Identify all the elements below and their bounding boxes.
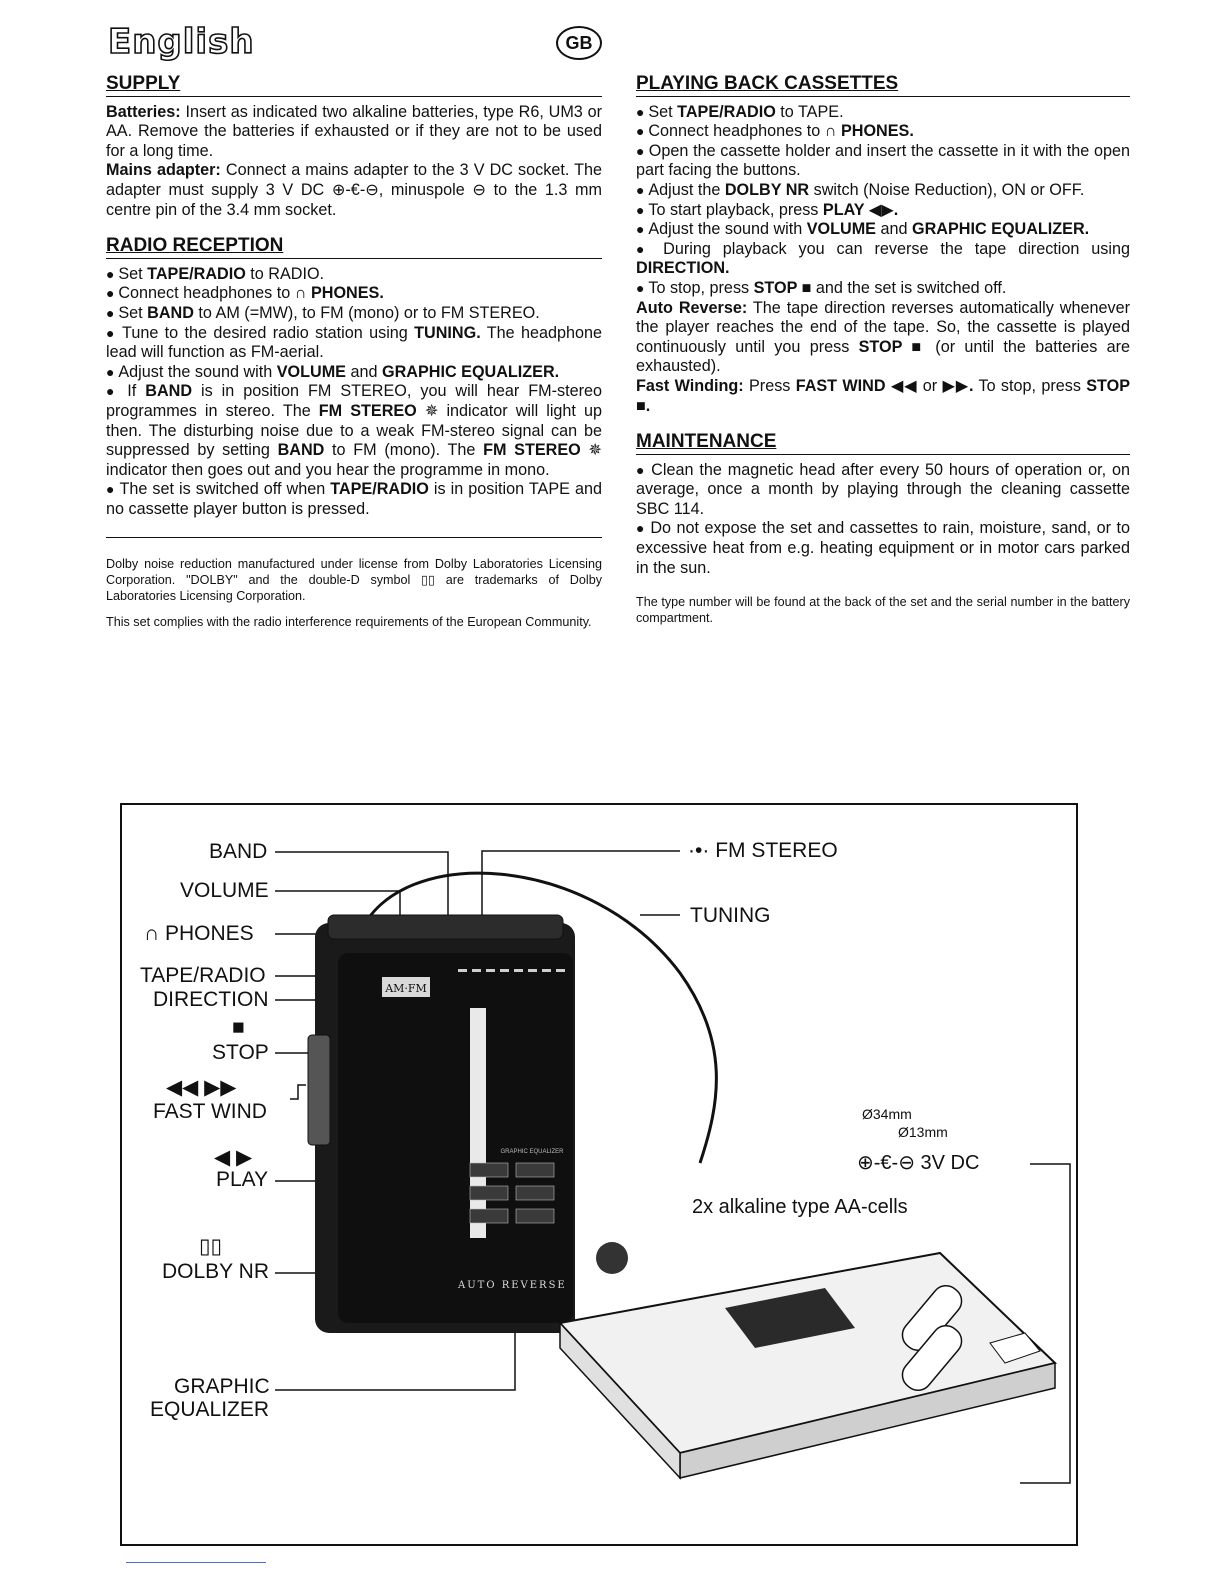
label-graphic: GRAPHIC [174, 1375, 270, 1398]
playback-step-5: ● To start playback, press PLAY ◀▶. [636, 201, 1130, 221]
stereo-indicator-icon: ·•· [688, 839, 716, 862]
type-number-note: The type number will be found at the back of the set and the serial number in the battery compartment. [636, 595, 1130, 626]
label-fast-wind: FAST WIND [153, 1100, 267, 1123]
page-title: English [108, 22, 255, 62]
radio-step-3: ● Set BAND to AM (=MW), to FM (mono) or to FM STEREO. [106, 304, 602, 324]
playback-step-6: ● Adjust the sound with VOLUME and GRAPHIC EQUALIZER. [636, 220, 1130, 240]
label-tape-radio: TAPE/RADIO [140, 964, 266, 987]
radio-step-7: ● The set is switched off when TAPE/RADIO is in position TAPE and no cassette player button is pressed. [106, 480, 602, 519]
maintenance-step-2: ● Do not expose the set and cassettes to rain, moisture, sand, or to excessive heat from e.g. heating equipment or in motor cars parked in the sun. [636, 519, 1130, 578]
label-aa-cells: 2x alkaline type AA-cells [692, 1196, 908, 1218]
playback-step-4: ● Adjust the DOLBY NR switch (Noise Reduction), ON or OFF. [636, 181, 1130, 201]
label-pin-diameter: Ø13mm [898, 1124, 948, 1140]
label-dolby-nr: DOLBY NR [162, 1260, 269, 1283]
radio-heading: RADIO RECEPTION [106, 236, 602, 259]
radio-step-4: ● Tune to the desired radio station using TUNING. The headphone lead will function as FM-aerial. [106, 324, 602, 363]
supply-mains-adapter: Mains adapter: Connect a mains adapter to the 3 V DC socket. The adapter must supply 3 V DC ⊕-€-⊖, minuspole ⊖ to the 1.3 mm centre pin of the 3.4 mm socket. [106, 161, 602, 219]
footer-link-line [126, 1562, 266, 1563]
label-phones: ∩ PHONES [144, 922, 254, 945]
headphones-icon: ∩ [144, 922, 165, 945]
supply-batteries: Batteries: Insert as indicated two alkaline batteries, type R6, UM3 or AA. Remove the batteries if exhausted or if they are not to be used for a long time. [106, 102, 602, 160]
play-icon: ◀ ▶ [214, 1146, 253, 1169]
auto-reverse-text: Auto Reverse: The tape direction reverses automatically whenever the player reaches the end of the tape. So, the cassette is played continuously until you press STOP ■ (or until the batteries are exhausted). [636, 298, 1131, 376]
radio-step-6: ● If BAND is in position FM STEREO, you will hear FM-stereo programmes in stereo. The FM STEREO ✵ indicator will light up then. The disturbing noise due to a weak FM-stereo signal can be suppressed by setting BAND to FM (mono). The FM STEREO ✵ indicator then goes out and you hear the programme in mono. [106, 382, 602, 480]
device-brand-label: AM·FM [385, 982, 427, 995]
language-badge: GB [556, 26, 602, 60]
label-play: PLAY [216, 1168, 269, 1191]
label-stop: STOP [212, 1041, 269, 1064]
label-direction: DIRECTION [153, 988, 269, 1011]
playback-step-8: ● To stop, press STOP ■ and the set is switched off. [636, 279, 1130, 299]
label-equalizer: EQUALIZER [150, 1398, 270, 1421]
dolby-icon: ▯▯ [199, 1235, 223, 1258]
divider [106, 537, 602, 538]
device-eq-label: GRAPHIC EQUALIZER [500, 1149, 564, 1155]
left-column [106, 74, 602, 630]
label-tuning: TUNING [690, 904, 771, 927]
playback-step-7: ● During playback you can reverse the tape direction using DIRECTION. [636, 240, 1130, 279]
playback-heading: PLAYING BACK CASSETTES [636, 74, 1130, 97]
maintenance-step-1: ● Clean the magnetic head after every 50 hours of operation or, on average, once a month by playing through the cleaning cassette SBC 114. [636, 461, 1130, 520]
radio-step-5: ● Adjust the sound with VOLUME and GRAPHIC EQUALIZER. [106, 363, 602, 383]
label-polarity-3v-dc: ⊕-€-⊖ 3V DC [857, 1152, 980, 1174]
maintenance-heading: MAINTENANCE [636, 432, 1130, 455]
supply-heading: SUPPLY [106, 74, 602, 97]
device-auto-reverse-label: AUTO REVERSE [458, 1280, 567, 1291]
playback-step-3: ● Open the cassette holder and insert the cassette in it with the open part facing the buttons. [636, 142, 1130, 181]
right-column [636, 74, 1130, 626]
label-socket-diameter: Ø34mm [862, 1106, 912, 1122]
fast-winding-text: Fast Winding: Press FAST WIND ◀◀ or ▶▶. To stop, press STOP ■. [636, 376, 1131, 415]
radio-step-1: ● Set TAPE/RADIO to RADIO. [106, 265, 602, 285]
label-band: BAND [209, 840, 268, 863]
ec-compliance-note: This set complies with the radio interference requirements of the European Community. [106, 615, 592, 630]
stop-icon: ■ [232, 1016, 245, 1039]
dolby-license-note: Dolby noise reduction manufactured under license from Dolby Laboratories Licensing Corporation. "DOLBY" and the double-D symbol ▯▯ are trademarks of Dolby Laboratories Licensing Corporation. [106, 557, 602, 604]
radio-step-2: ● Connect headphones to ∩ PHONES. [106, 284, 602, 304]
playback-step-1: ● Set TAPE/RADIO to TAPE. [636, 103, 1130, 123]
playback-step-2: ● Connect headphones to ∩ PHONES. [636, 122, 1130, 142]
fast-wind-icon: ◀◀ ▶▶ [166, 1076, 237, 1099]
label-volume: VOLUME [180, 879, 269, 902]
label-fm-stereo: ·•· FM STEREO [688, 839, 838, 862]
